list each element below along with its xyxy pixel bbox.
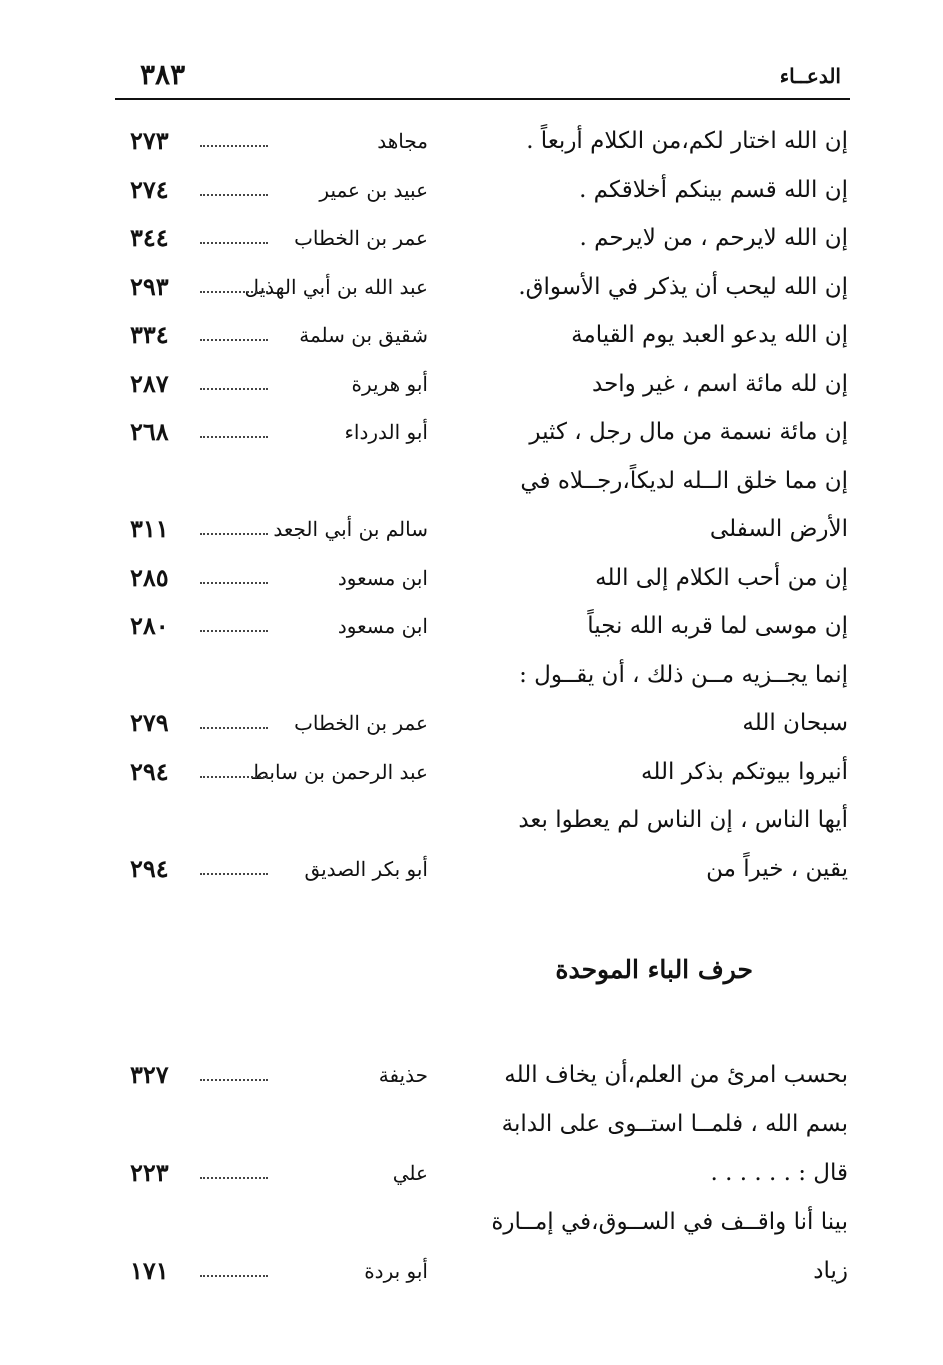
index-entry <box>0 458 943 504</box>
section-title: حرف الباء الموحدة <box>555 955 753 984</box>
entry-text: إن مائة نسمة من مال رجل ، كثير <box>529 419 848 445</box>
index-entry <box>0 1101 943 1147</box>
dot-leader <box>200 1079 268 1081</box>
index-entry <box>0 652 943 698</box>
index-entry <box>0 797 943 843</box>
entry-narrator: عبد الرحمن بن سابط <box>250 759 428 784</box>
entry-narrator: عمر بن الخطاب <box>294 711 428 735</box>
dot-leader <box>200 388 268 390</box>
entry-page-number: ٢٧٤ <box>130 174 169 204</box>
entry-text: الأرض السفلى <box>709 516 848 542</box>
index-entry <box>0 700 943 746</box>
entry-page-number: ٢٧٣ <box>130 126 169 155</box>
entry-text: إن الله قسم بينكم أخلاقكم . <box>579 176 848 203</box>
index-entry <box>0 1150 943 1196</box>
entry-text: إن من أحب الكلام إلى الله <box>595 564 848 591</box>
entry-text: إن الله لايرحم ، من لايرحم . <box>579 225 848 251</box>
entry-narrator: أبو بردة <box>364 1259 428 1283</box>
index-entry <box>0 555 943 601</box>
dot-leader <box>200 776 268 778</box>
entry-page-number: ٣٢٧ <box>130 1060 169 1089</box>
entry-narrator: حذيفة <box>378 1063 428 1087</box>
dot-leader <box>200 339 268 341</box>
entry-narrator: عبد الله بن أبي الهذيل <box>244 274 428 299</box>
index-entry <box>0 603 943 649</box>
dot-leader <box>200 727 268 729</box>
entry-page-number: ٣٣٤ <box>130 320 169 349</box>
index-entry <box>0 506 943 552</box>
entry-narrator: مجاهد <box>377 129 428 153</box>
entry-text: سبحان الله <box>742 710 848 736</box>
dot-leader <box>200 630 268 632</box>
dot-leader <box>200 1177 268 1179</box>
entry-text: أنيروا بيوتكم بذكر الله <box>641 758 848 785</box>
index-entry <box>0 749 943 795</box>
entry-narrator: علي <box>392 1161 428 1185</box>
entry-text: بينا أنا واقــف في الســوق،في إمــارة <box>491 1209 848 1235</box>
entry-page-number: ٢٨٥ <box>130 562 169 592</box>
entry-page-number: ٢٨٠ <box>130 611 169 640</box>
entry-narrator: عبيد بن عمير <box>319 177 428 202</box>
entry-text: إن الله ليحب أن يذكر في الأسواق. <box>518 273 848 300</box>
entry-page-number: ٢٩٤ <box>130 853 169 883</box>
entry-page-number: ٢٦٨ <box>130 417 169 446</box>
entry-page-number: ٢٧٩ <box>130 708 169 737</box>
entry-text: إن مما خلق الــله لديكاً،رجــلاه في <box>520 467 848 494</box>
entry-page-number: ٣١١ <box>130 514 169 543</box>
index-entry <box>0 361 943 407</box>
entry-text: إنما يجــزيه مــن ذلك ، أن يقــول : <box>519 661 848 688</box>
dot-leader <box>200 1275 268 1277</box>
entry-page-number: ١٧١ <box>130 1256 169 1285</box>
index-entry <box>0 264 943 310</box>
entry-narrator: شقيق بن سلمة <box>299 323 428 347</box>
index-entry <box>0 846 943 892</box>
entry-narrator: عمر بن الخطاب <box>294 226 428 250</box>
index-entry <box>0 1199 943 1245</box>
entry-text: إن الله يدعو العبد يوم القيامة <box>571 322 848 348</box>
index-entry <box>0 312 943 358</box>
header-rule <box>115 98 850 100</box>
dot-leader <box>200 436 268 438</box>
entry-narrator: أبو هريرة <box>351 371 428 396</box>
entry-narrator: أبو بكر الصديق <box>304 856 428 881</box>
dot-leader <box>200 242 268 244</box>
entry-page-number: ٣٤٤ <box>130 223 169 252</box>
page-number: ٣٨٣ <box>140 58 186 91</box>
index-entry <box>0 215 943 261</box>
entry-narrator: ابن مسعود <box>337 614 428 638</box>
dot-leader <box>200 582 268 584</box>
running-header: الدعــاء <box>779 64 841 88</box>
dot-leader <box>200 291 268 293</box>
index-entry <box>0 409 943 455</box>
dot-leader <box>200 145 268 147</box>
dot-leader <box>200 194 268 196</box>
entry-text: بسم الله ، فلمــا استــوى على الدابة <box>501 1111 848 1137</box>
entry-text: زياد <box>813 1258 848 1284</box>
index-entry <box>0 1248 943 1294</box>
index-entry <box>0 1052 943 1098</box>
entry-text: إن موسى لما قربه الله نجياً <box>587 613 848 639</box>
index-entry <box>0 118 943 164</box>
dot-leader <box>200 873 268 875</box>
entry-text: بحسب امرئ من العلم،أن يخاف الله <box>504 1062 848 1088</box>
entry-text: إن لله مائة اسم ، غير واحد <box>592 370 848 397</box>
entry-text: يقين ، خيراً من <box>706 855 848 882</box>
entry-text: قال : . . . . . . <box>710 1160 848 1186</box>
entry-text: إن الله اختار لكم،من الكلام أربعاً . <box>526 128 848 154</box>
entry-narrator: سالم بن أبي الجعد <box>273 517 428 541</box>
entry-page-number: ٢٩٣ <box>130 271 169 301</box>
entry-page-number: ٢٨٧ <box>130 368 169 398</box>
dot-leader <box>200 533 268 535</box>
entry-page-number: ٢٩٤ <box>130 756 169 786</box>
entry-narrator: ابن مسعود <box>337 565 428 590</box>
index-entry <box>0 167 943 213</box>
entry-narrator: أبو الدرداء <box>344 420 428 444</box>
entry-text: أيها الناس ، إن الناس لم يعطوا بعد <box>518 807 848 833</box>
entry-page-number: ٢٢٣ <box>130 1158 169 1187</box>
